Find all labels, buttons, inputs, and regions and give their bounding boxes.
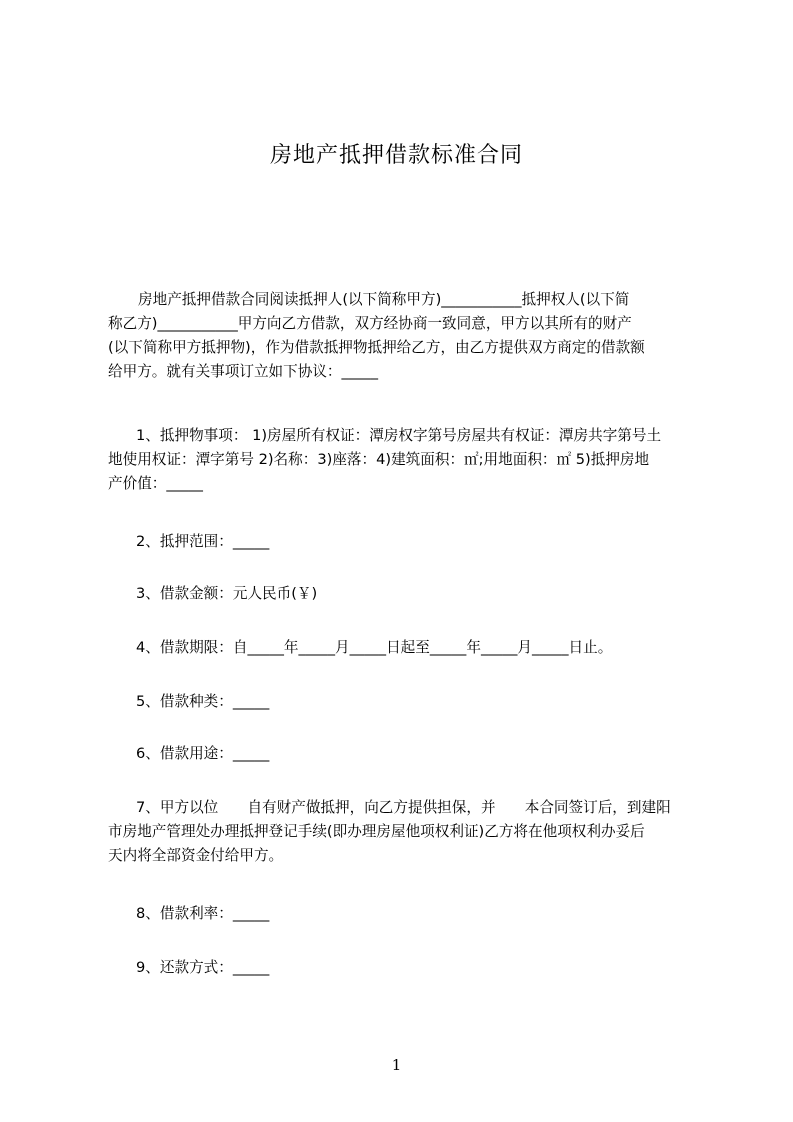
clause-3: 3、借款金额：元人民币(￥) [136, 585, 318, 602]
clause-line: 市房地产管理处办理抵押登记手续(即办理房屋他项权利证)乙方将在他项权利办妥后 [108, 823, 645, 840]
clause-line: 1、抵押物事项： 1)房屋所有权证：潭房权字第号房屋共有权证：潭房共字第号土 [136, 427, 662, 444]
clause-line: 7、甲方以位 自有财产做抵押，向乙方提供担保，并 本合同签订后，到建阳 [136, 799, 671, 816]
intro-line: (以下简称甲方抵押物)，作为借款抵押物抵押给乙方，由乙方提供双方商定的借款额 [108, 339, 645, 356]
clause-9: 9、还款方式：_____ [136, 959, 270, 976]
clause-line: 产价值：_____ [108, 475, 203, 492]
intro-line: 给甲方。就有关事项订立如下协议：_____ [108, 363, 378, 380]
clause-4: 4、借款期限：自_____年_____月_____日起至_____年_____月_____日止。 [136, 639, 613, 656]
clause-6: 6、借款用途：_____ [136, 745, 270, 762]
clause-1 [108, 424, 708, 496]
clause-8: 8、借款利率：_____ [136, 905, 270, 922]
intro-paragraph [108, 288, 708, 384]
clause-5: 5、借款种类：_____ [136, 693, 270, 710]
intro-line: 称乙方)___________甲方向乙方借款，双方经协商一致同意，甲方以其所有的财产 [108, 315, 632, 332]
clause-2: 2、抵押范围：_____ [136, 533, 270, 550]
clause-line: 天内将全部资金付给甲方。 [108, 847, 284, 864]
clause-7 [108, 796, 708, 868]
intro-line: 房地产抵押借款合同阅读抵押人(以下简称甲方)___________抵押权人(以下简 [138, 291, 630, 308]
document-title: 房地产抵押借款标准合同 [269, 143, 523, 168]
page-number: 1 [391, 1056, 402, 1074]
clause-line: 地使用权证：潭字第号 2)名称：3)座落：4)建筑面积：㎡;用地面积：㎡ 5)抵押房地 [108, 451, 650, 468]
